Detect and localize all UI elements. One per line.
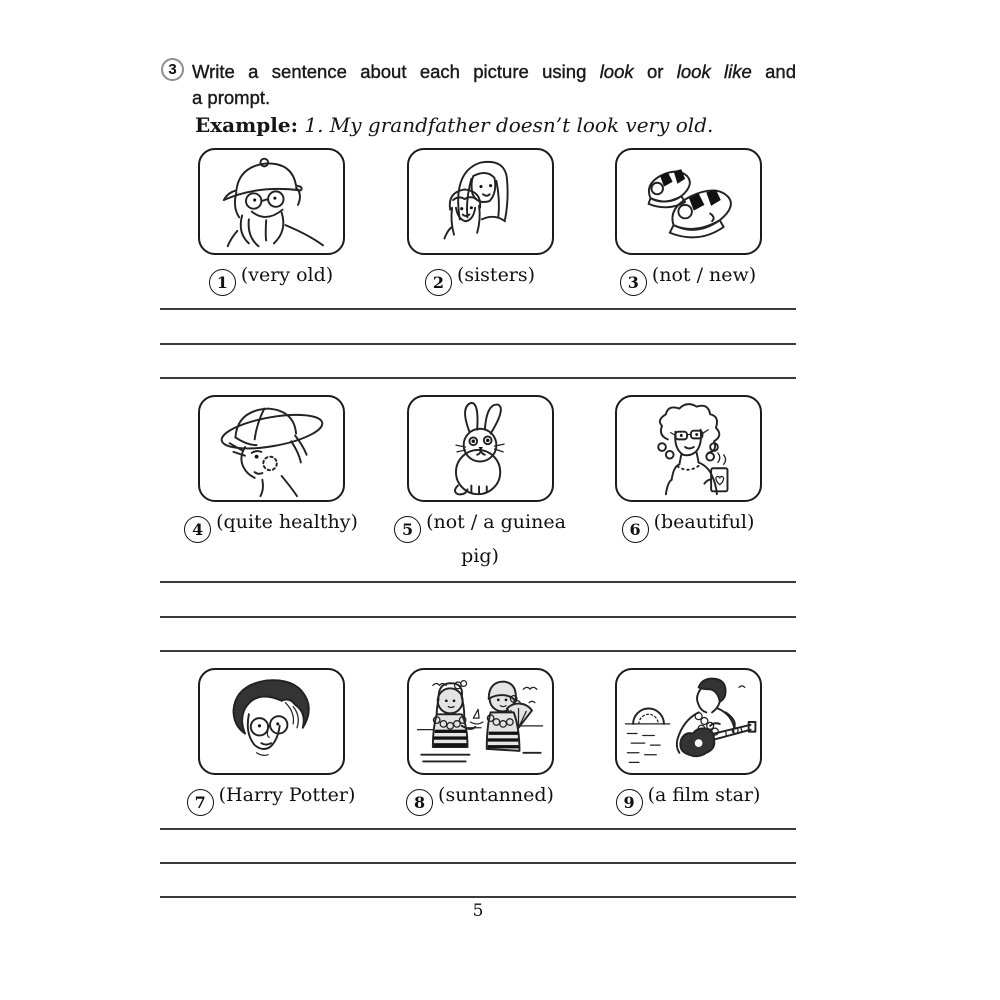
item-number-badge bbox=[184, 516, 211, 543]
item-number-badge bbox=[209, 269, 236, 296]
item-caption bbox=[578, 262, 798, 296]
boy-in-baseball-cap-illustration bbox=[200, 397, 343, 500]
item-caption bbox=[578, 509, 798, 543]
answer-line bbox=[160, 862, 796, 864]
item-number-badge bbox=[616, 789, 643, 816]
picture-frame bbox=[198, 148, 345, 255]
item-number-badge bbox=[394, 516, 421, 543]
item-caption bbox=[161, 782, 381, 816]
pair-of-sandals-illustration bbox=[617, 150, 760, 253]
answer-line bbox=[160, 308, 796, 310]
item-caption bbox=[387, 509, 574, 570]
answer-line bbox=[160, 828, 796, 830]
answer-line bbox=[160, 343, 796, 345]
item-caption bbox=[161, 509, 381, 543]
item-number: 5 bbox=[401, 520, 414, 539]
picture-frame bbox=[407, 668, 554, 775]
example-line bbox=[195, 112, 713, 138]
exercise-item-2 bbox=[370, 148, 590, 296]
answer-line bbox=[160, 896, 796, 898]
exercise-item-6 bbox=[578, 395, 798, 543]
instruction-text: Write a sentence about each picture using bbox=[192, 61, 600, 82]
item-prompt: (not / new) bbox=[651, 264, 757, 286]
exercise-item-1 bbox=[161, 148, 381, 296]
answer-line bbox=[160, 377, 796, 379]
picture-frame bbox=[198, 668, 345, 775]
exercise-item-3 bbox=[578, 148, 798, 296]
item-caption bbox=[578, 782, 798, 816]
exercise-item-7 bbox=[161, 668, 381, 816]
item-caption bbox=[370, 782, 590, 816]
man-with-guitar-illustration bbox=[617, 670, 760, 773]
instruction-italic-look-like: look like bbox=[676, 61, 752, 82]
item-prompt: (Harry Potter) bbox=[218, 784, 356, 806]
item-number-badge bbox=[406, 789, 433, 816]
item-number: 4 bbox=[192, 520, 204, 539]
woman-with-cup-illustration bbox=[617, 397, 760, 500]
example-sentence: 1. My grandfather doesn’t look very old. bbox=[304, 113, 714, 137]
page-number: 5 bbox=[472, 901, 484, 921]
picture-frame bbox=[198, 395, 345, 502]
grandfather-in-cap-illustration bbox=[200, 150, 343, 253]
instruction-text: or bbox=[633, 61, 677, 82]
item-number: 6 bbox=[629, 520, 641, 539]
item-prompt: (sisters) bbox=[456, 264, 536, 286]
answer-line bbox=[160, 581, 796, 583]
item-number: 9 bbox=[623, 793, 635, 812]
item-number-badge bbox=[425, 269, 452, 296]
item-prompt: (very old) bbox=[240, 264, 334, 286]
item-number: 2 bbox=[432, 273, 444, 292]
item-prompt: (a film star) bbox=[647, 784, 761, 806]
item-prompt: (beautiful) bbox=[653, 511, 755, 533]
picture-frame bbox=[615, 148, 762, 255]
exercise-item-8 bbox=[370, 668, 590, 816]
exercise-number: 3 bbox=[168, 61, 177, 78]
instruction-line-2: a prompt. bbox=[192, 87, 271, 108]
picture-frame bbox=[407, 148, 554, 255]
instruction-text: and bbox=[751, 61, 796, 82]
exercise-number-badge bbox=[161, 58, 184, 81]
exercise-instruction bbox=[192, 59, 796, 111]
exercise-item-9 bbox=[578, 668, 798, 816]
picture-frame bbox=[407, 395, 554, 502]
item-prompt: (not / a guinea pig) bbox=[426, 511, 566, 567]
item-number: 7 bbox=[194, 793, 206, 812]
answer-line bbox=[160, 616, 796, 618]
two-sisters-illustration bbox=[409, 150, 552, 253]
picture-frame bbox=[615, 395, 762, 502]
exercise-item-4 bbox=[161, 395, 381, 543]
exercise-item-5 bbox=[370, 395, 590, 570]
item-number: 8 bbox=[413, 793, 426, 812]
item-number-badge bbox=[620, 269, 647, 296]
item-caption bbox=[161, 262, 381, 296]
item-number: 1 bbox=[216, 273, 228, 292]
item-number: 3 bbox=[627, 273, 639, 292]
item-prompt: (suntanned) bbox=[438, 784, 554, 806]
item-number-badge bbox=[187, 789, 214, 816]
instruction-line-1 bbox=[192, 59, 796, 85]
boy-with-round-glasses-illustration bbox=[200, 670, 343, 773]
item-number-badge bbox=[622, 516, 649, 543]
item-prompt: (quite healthy) bbox=[216, 511, 358, 533]
example-label: Example: bbox=[195, 113, 298, 137]
item-caption bbox=[370, 262, 590, 296]
picture-frame bbox=[615, 668, 762, 775]
girls-on-beach-illustration bbox=[409, 670, 552, 773]
answer-line bbox=[160, 650, 796, 652]
instruction-italic-look: look bbox=[599, 61, 634, 82]
rabbit-illustration bbox=[409, 397, 552, 500]
